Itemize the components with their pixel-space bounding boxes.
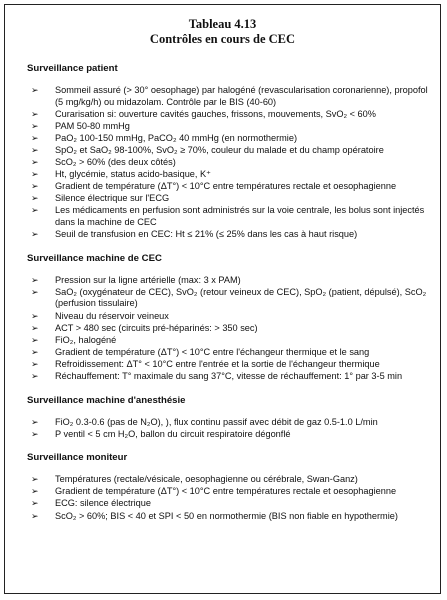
arrow-bullet-icon: ➢ <box>31 474 39 485</box>
list-item <box>27 429 428 441</box>
list-item <box>27 169 428 181</box>
list-item <box>27 85 428 108</box>
arrow-bullet-icon: ➢ <box>31 120 39 131</box>
item-text: Curarisation si: ouverture cavités gauches, frissons, mouvements, SvO₂ < 60% <box>55 108 376 119</box>
table-title: Contrôles en cours de CEC <box>149 32 296 46</box>
list-item <box>27 486 428 498</box>
item-text: Gradient de température (ΔT°) < 10°C entre l'échangeur thermique et le sang <box>55 346 370 357</box>
arrow-bullet-icon: ➢ <box>31 286 39 297</box>
arrow-bullet-icon: ➢ <box>31 157 39 168</box>
item-list <box>27 417 428 441</box>
section-heading: Surveillance patient <box>27 63 118 74</box>
arrow-bullet-icon: ➢ <box>31 274 39 285</box>
list-item <box>27 323 428 335</box>
list-item <box>27 133 428 145</box>
item-text: Gradient de température (ΔT°) < 10°C entre températures rectale et oesophagienne <box>55 486 397 497</box>
item-text: ScO₂ > 60%; BIS < 40 et SPI < 50 en normothermie (BIS non fiable en hypothermie) <box>55 510 398 521</box>
table-number: Tableau 4.13 <box>188 17 257 31</box>
list-item <box>27 145 428 157</box>
list-item <box>27 347 428 359</box>
arrow-bullet-icon: ➢ <box>31 498 39 509</box>
list-item <box>27 157 428 169</box>
list-item <box>27 359 428 371</box>
item-text: FiO₂ 0.3-0.6 (pas de N₂O), ), flux continu passif avec débit de gaz 0.5-1.0 L/min <box>55 416 378 427</box>
item-text: Niveau du réservoir veineux <box>55 310 169 321</box>
item-list <box>27 85 428 241</box>
list-item <box>27 275 428 287</box>
arrow-bullet-icon: ➢ <box>31 370 39 381</box>
item-text: FiO₂, halogéné <box>55 334 117 345</box>
section-heading: Surveillance moniteur <box>27 452 128 464</box>
list-item <box>27 181 428 193</box>
arrow-bullet-icon: ➢ <box>31 85 39 95</box>
item-text: Seuil de transfusion en CEC: Ht ≤ 21% (≤ 25% dans les cas à haut risque) <box>55 229 358 240</box>
arrow-bullet-icon: ➢ <box>31 132 39 143</box>
arrow-bullet-icon: ➢ <box>31 334 39 345</box>
arrow-bullet-icon: ➢ <box>31 181 39 192</box>
item-text: SpO₂ et SaO₂ 98-100%, SvO₂ ≥ 70%, couleur du malade et du champ opératoire <box>55 144 384 155</box>
item-text: Réchauffement: T° maximale du sang 37°C, vitesse de réchauffement: 1° par 3-5 min <box>55 370 403 381</box>
arrow-bullet-icon: ➢ <box>31 193 39 204</box>
item-text: Refroidissement: ΔT° < 10°C entre l'entrée et la sortie de l'échangeur thermique <box>55 358 380 369</box>
arrow-bullet-icon: ➢ <box>31 108 39 119</box>
list-item <box>27 417 428 429</box>
section-heading: Surveillance machine de CEC <box>27 252 162 264</box>
arrow-bullet-icon: ➢ <box>31 144 39 155</box>
arrow-bullet-icon: ➢ <box>31 358 39 369</box>
item-text: ECG: silence électrique <box>55 498 152 509</box>
title-block <box>5 17 440 47</box>
section-heading: Surveillance machine d'anesthésie <box>27 394 186 406</box>
item-text: Températures (rectale/vésicale, oesophagienne ou cérébrale, Swan-Ganz) <box>55 474 358 485</box>
item-text: Pression sur la ligne artérielle (max: 3 x PAM) <box>55 274 241 285</box>
list-item <box>27 109 428 121</box>
list-item <box>27 205 428 228</box>
arrow-bullet-icon: ➢ <box>31 205 39 216</box>
list-item <box>27 371 428 383</box>
arrow-bullet-icon: ➢ <box>31 510 39 521</box>
arrow-bullet-icon: ➢ <box>31 416 39 427</box>
list-item <box>27 193 428 205</box>
list-item <box>27 287 428 310</box>
section-1 <box>27 63 428 241</box>
item-text: ScO₂ > 60% (des deux côtés) <box>55 157 176 168</box>
arrow-bullet-icon: ➢ <box>31 346 39 357</box>
section-2 <box>27 253 428 383</box>
item-text: Ht, glycémie, status acido-basique, K⁺ <box>55 169 212 180</box>
section-3 <box>27 395 428 441</box>
item-text: Gradient de température (ΔT°) < 10°C entre températures rectale et oesophagienne <box>55 181 397 192</box>
item-text: PaO₂ 100-150 mmHg, PaCO₂ 40 mmHg (en normothermie) <box>55 132 298 143</box>
table-frame <box>4 4 441 594</box>
item-text: Silence électrique sur l'ECG <box>55 193 170 204</box>
item-list <box>27 275 428 383</box>
item-text: ACT > 480 sec (circuits pré-héparinés: > 350 sec) <box>55 322 258 333</box>
item-text: SaO₂ (oxygénateur de CEC), SvO₂ (retour veineux de CEC), SpO₂ (patient, dépulsé), ScO₂ (perfusion tissulaire) <box>55 286 427 309</box>
list-item <box>27 474 428 486</box>
sections-container <box>5 63 440 522</box>
arrow-bullet-icon: ➢ <box>31 428 39 439</box>
list-item <box>27 511 428 523</box>
item-text: P ventil < 5 cm H₂O, ballon du circuit respiratoire dégonflé <box>55 428 291 439</box>
item-text: Sommeil assuré (> 30° oesophage) par halogéné (revascularisation coronarienne), propofol (5 mg/kg/h) ou midazolam. Contrôle par le BIS (40-60) <box>55 85 428 107</box>
arrow-bullet-icon: ➢ <box>31 229 39 240</box>
item-list <box>27 474 428 522</box>
list-item <box>27 121 428 133</box>
item-text: PAM 50-80 mmHg <box>55 120 130 131</box>
list-item <box>27 335 428 347</box>
arrow-bullet-icon: ➢ <box>31 322 39 333</box>
arrow-bullet-icon: ➢ <box>31 486 39 497</box>
list-item <box>27 498 428 510</box>
list-item <box>27 311 428 323</box>
item-text: Les médicaments en perfusion sont administrés sur la voie centrale, les bolus sont injectés dans la machine de CEC <box>55 205 425 228</box>
section-4 <box>27 452 428 522</box>
list-item <box>27 229 428 241</box>
arrow-bullet-icon: ➢ <box>31 169 39 180</box>
arrow-bullet-icon: ➢ <box>31 310 39 321</box>
